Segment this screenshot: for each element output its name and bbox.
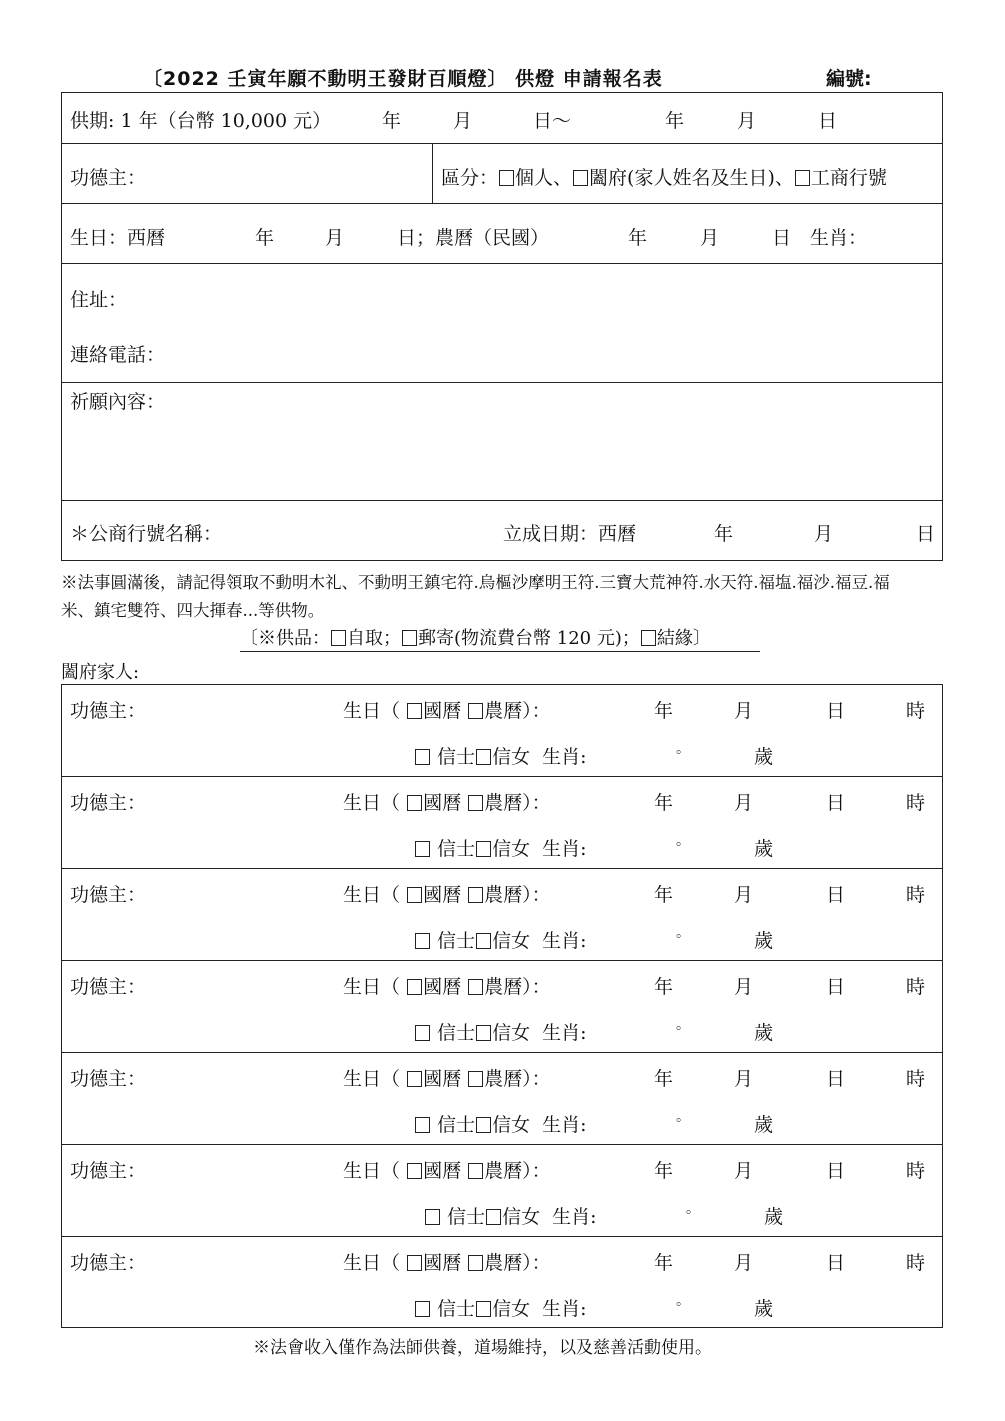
option-label: 農曆）：	[484, 1252, 551, 1274]
checkbox-female[interactable]	[476, 1025, 491, 1041]
separator-dot: 。	[676, 925, 690, 941]
serial-number-label: 編號:	[826, 68, 872, 90]
family-birth-hour[interactable]: 時	[906, 884, 926, 906]
checkbox-lunar-calendar[interactable]	[468, 1071, 483, 1087]
family-birth-month[interactable]: 月	[734, 976, 754, 998]
checkbox-national-calendar[interactable]	[407, 1071, 422, 1087]
address-field[interactable]: 住址：	[70, 289, 128, 311]
family-donor-field[interactable]: 功德主：	[70, 700, 147, 722]
checkbox-male[interactable]	[415, 1301, 430, 1317]
family-birth-month[interactable]: 月	[734, 1252, 754, 1274]
notice-text: ※法事圓滿後，請記得領取不動明木礼、不動明王鎮宅符.烏樞沙摩明王符.三寶大荒神符.水天符.福塩.福沙.福豆.福	[61, 573, 890, 592]
family-age[interactable]: 歲	[764, 1206, 784, 1228]
option-label: 國曆	[423, 1068, 462, 1090]
established-day[interactable]: 日	[916, 523, 936, 545]
family-birth-year[interactable]: 年	[654, 1160, 674, 1182]
family-gender	[414, 742, 587, 769]
checkbox-individual[interactable]	[499, 170, 514, 186]
lunar-label: 日；農曆（民國）	[397, 227, 550, 249]
category-label: 區分：	[441, 167, 499, 189]
period-end-month[interactable]: 月	[737, 110, 757, 132]
family-birth-day[interactable]: 日	[826, 884, 846, 906]
family-birth-year[interactable]: 年	[654, 976, 674, 998]
family-donor-field[interactable]: 功德主：	[70, 1252, 147, 1274]
checkbox-female[interactable]	[476, 1117, 491, 1133]
family-birthday	[343, 1156, 551, 1183]
checkbox-male[interactable]	[415, 1025, 430, 1041]
period-label: 供期: 1 年（台幣 10,000 元）	[70, 110, 332, 132]
checkbox-national-calendar[interactable]	[407, 979, 422, 995]
checkbox-male[interactable]	[425, 1209, 440, 1225]
offering-options	[240, 624, 760, 652]
lunar-month[interactable]: 月	[700, 227, 720, 249]
family-age[interactable]: 歲	[754, 930, 774, 952]
family-birth-month[interactable]: 月	[734, 884, 754, 906]
birth-label: 生日（	[343, 1068, 401, 1090]
divider	[61, 776, 943, 777]
divider	[61, 263, 943, 264]
checkbox-female[interactable]	[476, 933, 491, 949]
family-section-label: 闔府家人:	[61, 662, 140, 683]
family-birth-day[interactable]: 日	[826, 976, 846, 998]
category-field	[441, 163, 887, 190]
option-label: 自取；	[347, 628, 401, 649]
separator-dot: 。	[676, 1017, 690, 1033]
phone-field[interactable]: 連絡電話：	[70, 344, 166, 366]
family-birthday	[343, 972, 551, 999]
option-label: 信士	[447, 1206, 486, 1228]
company-name-field[interactable]: ＊公商行號名稱：	[70, 523, 223, 545]
family-birthday	[343, 1064, 551, 1091]
option-label: 信士	[437, 930, 476, 952]
checkbox-male[interactable]	[415, 1117, 430, 1133]
checkbox-gift[interactable]	[641, 630, 656, 646]
option-label: 信女	[492, 838, 531, 860]
option-label: 國曆	[423, 976, 462, 998]
checkbox-business[interactable]	[795, 170, 810, 186]
checkbox-lunar-calendar[interactable]	[468, 1255, 483, 1271]
option-label: 信士	[437, 838, 476, 860]
checkbox-national-calendar[interactable]	[407, 1163, 422, 1179]
checkbox-male[interactable]	[415, 841, 430, 857]
option-label: 國曆	[423, 884, 462, 906]
checkbox-female[interactable]	[476, 841, 491, 857]
lunar-day[interactable]: 日	[772, 227, 792, 249]
option-label: 信士	[437, 746, 476, 768]
option-label: 信士	[437, 1114, 476, 1136]
option-label: 農曆）：	[484, 1160, 551, 1182]
birth-label: 生日（	[343, 1252, 401, 1274]
birth-month[interactable]: 月	[325, 227, 345, 249]
birth-label: 生日（	[343, 792, 401, 814]
family-birth-month[interactable]: 月	[734, 1160, 754, 1182]
checkbox-lunar-calendar[interactable]	[468, 979, 483, 995]
zodiac-label[interactable]: 生肖:	[542, 930, 587, 952]
family-birth-year[interactable]: 年	[654, 1068, 674, 1090]
family-birthday	[343, 696, 551, 723]
birth-label: 生日（	[343, 1160, 401, 1182]
divider	[61, 1052, 943, 1053]
option-label: 農曆）：	[484, 976, 551, 998]
family-gender	[414, 834, 587, 861]
birthday-label: 生日：西曆	[70, 227, 166, 249]
checkbox-family[interactable]	[573, 170, 588, 186]
family-gender	[424, 1202, 597, 1229]
family-donor-field[interactable]: 功德主：	[70, 1160, 147, 1182]
period-start-day[interactable]: 日～	[533, 110, 572, 132]
family-gender	[414, 1294, 587, 1321]
checkbox-lunar-calendar[interactable]	[468, 1163, 483, 1179]
family-gender	[414, 926, 587, 953]
prayer-field[interactable]: 祈願內容：	[70, 391, 166, 413]
family-table	[61, 684, 943, 1328]
separator-dot: 。	[676, 1109, 690, 1125]
offering-label: 〔※供品：	[240, 628, 330, 649]
lunar-year[interactable]: 年	[628, 227, 648, 249]
option-label: 農曆）：	[484, 700, 551, 722]
period-start-month[interactable]: 月	[453, 110, 473, 132]
family-birthday	[343, 1248, 551, 1275]
family-donor-field[interactable]: 功德主：	[70, 792, 147, 814]
family-birth-month[interactable]: 月	[734, 700, 754, 722]
donor-field[interactable]: 功德主：	[70, 167, 147, 189]
option-label: 信女	[502, 1206, 541, 1228]
option-label: 信女	[492, 1298, 531, 1320]
notice-text-cont: 米、鎮宅雙符、四大揮春...等供物。	[61, 601, 325, 620]
family-birth-month[interactable]: 月	[734, 792, 754, 814]
option-label: 國曆	[423, 700, 462, 722]
checkbox-national-calendar[interactable]	[407, 795, 422, 811]
form-title: 〔2022 壬寅年願不動明王發財百順燈〕 供燈 申請報名表	[143, 68, 663, 90]
established-year[interactable]: 年	[714, 523, 734, 545]
family-age[interactable]: 歲	[754, 1298, 774, 1320]
checkbox-self-pickup[interactable]	[331, 630, 346, 646]
divider	[61, 1144, 943, 1145]
option-label: 工商行號	[810, 167, 887, 189]
established-month[interactable]: 月	[814, 523, 834, 545]
period-start-year[interactable]: 年	[382, 110, 402, 132]
divider	[432, 143, 433, 203]
divider	[61, 868, 943, 869]
family-birth-hour[interactable]: 時	[906, 1252, 926, 1274]
family-birth-day[interactable]: 日	[826, 1252, 846, 1274]
divider	[61, 500, 943, 501]
checkbox-lunar-calendar[interactable]	[468, 795, 483, 811]
zodiac-label[interactable]: 生肖:	[542, 838, 587, 860]
option-label: 國曆	[423, 1252, 462, 1274]
family-donor-field[interactable]: 功德主：	[70, 884, 147, 906]
family-donor-field[interactable]: 功德主：	[70, 976, 147, 998]
family-birth-hour[interactable]: 時	[906, 1068, 926, 1090]
family-age[interactable]: 歲	[754, 1114, 774, 1136]
option-label: 郵寄(物流費台幣 120 元)；	[418, 628, 640, 649]
checkbox-lunar-calendar[interactable]	[468, 887, 483, 903]
option-label: 信女	[492, 746, 531, 768]
family-birth-year[interactable]: 年	[654, 884, 674, 906]
family-birth-hour[interactable]: 時	[906, 700, 926, 722]
family-gender	[414, 1018, 587, 1045]
family-age[interactable]: 歲	[754, 1022, 774, 1044]
option-label: 農曆）：	[484, 792, 551, 814]
birth-label: 生日（	[343, 700, 401, 722]
zodiac-label[interactable]: 生肖:	[542, 1298, 587, 1320]
option-label: 信女	[492, 1114, 531, 1136]
separator-dot: 。	[686, 1201, 700, 1217]
option-label: 結緣〕	[656, 628, 711, 649]
established-label: 立成日期：西曆	[503, 523, 637, 545]
family-birth-year[interactable]: 年	[654, 700, 674, 722]
option-label: 個人、	[515, 167, 573, 189]
divider	[61, 382, 943, 383]
divider	[61, 143, 943, 144]
zodiac-label[interactable]: 生肖:	[552, 1206, 597, 1228]
family-age[interactable]: 歲	[754, 838, 774, 860]
checkbox-male[interactable]	[415, 933, 430, 949]
family-gender	[414, 1110, 587, 1137]
family-birth-day[interactable]: 日	[826, 1160, 846, 1182]
family-birth-hour[interactable]: 時	[906, 1160, 926, 1182]
checkbox-national-calendar[interactable]	[407, 887, 422, 903]
separator-dot: 。	[676, 741, 690, 757]
zodiac-label[interactable]: 生肖:	[542, 1114, 587, 1136]
family-birth-hour[interactable]: 時	[906, 976, 926, 998]
period-end-day[interactable]: 日	[818, 110, 838, 132]
option-label: 國曆	[423, 1160, 462, 1182]
family-birth-year[interactable]: 年	[654, 1252, 674, 1274]
birth-label: 生日（	[343, 976, 401, 998]
family-donor-field[interactable]: 功德主：	[70, 1068, 147, 1090]
zodiac-label[interactable]: 生肖:	[542, 1022, 587, 1044]
checkbox-mail[interactable]	[402, 630, 417, 646]
option-label: 闔府(家人姓名及生日)、	[589, 167, 794, 189]
checkbox-female[interactable]	[476, 749, 491, 765]
family-birth-day[interactable]: 日	[826, 792, 846, 814]
checkbox-national-calendar[interactable]	[407, 1255, 422, 1271]
family-birthday	[343, 788, 551, 815]
birth-year[interactable]: 年	[255, 227, 275, 249]
checkbox-female[interactable]	[476, 1301, 491, 1317]
divider	[61, 203, 943, 204]
family-birth-month[interactable]: 月	[734, 1068, 754, 1090]
family-birth-day[interactable]: 日	[826, 1068, 846, 1090]
zodiac-field[interactable]: 生肖：	[810, 227, 868, 249]
checkbox-female[interactable]	[486, 1209, 501, 1225]
divider	[61, 1236, 943, 1237]
checkbox-male[interactable]	[415, 749, 430, 765]
checkbox-national-calendar[interactable]	[407, 703, 422, 719]
footer-note: ※法會收入僅作為法師供養，道場維持，以及慈善活動使用。	[253, 1338, 712, 1358]
family-birth-year[interactable]: 年	[654, 792, 674, 814]
checkbox-lunar-calendar[interactable]	[468, 703, 483, 719]
family-birthday	[343, 880, 551, 907]
option-label: 信女	[492, 930, 531, 952]
option-label: 信士	[437, 1022, 476, 1044]
option-label: 信士	[437, 1298, 476, 1320]
zodiac-label[interactable]: 生肖:	[542, 746, 587, 768]
divider	[61, 960, 943, 961]
option-label: 國曆	[423, 792, 462, 814]
option-label: 農曆）：	[484, 884, 551, 906]
period-end-year[interactable]: 年	[665, 110, 685, 132]
option-label: 農曆）：	[484, 1068, 551, 1090]
family-birth-hour[interactable]: 時	[906, 792, 926, 814]
birth-label: 生日（	[343, 884, 401, 906]
separator-dot: 。	[676, 833, 690, 849]
family-age[interactable]: 歲	[754, 746, 774, 768]
separator-dot: 。	[676, 1293, 690, 1309]
family-birth-day[interactable]: 日	[826, 700, 846, 722]
option-label: 信女	[492, 1022, 531, 1044]
